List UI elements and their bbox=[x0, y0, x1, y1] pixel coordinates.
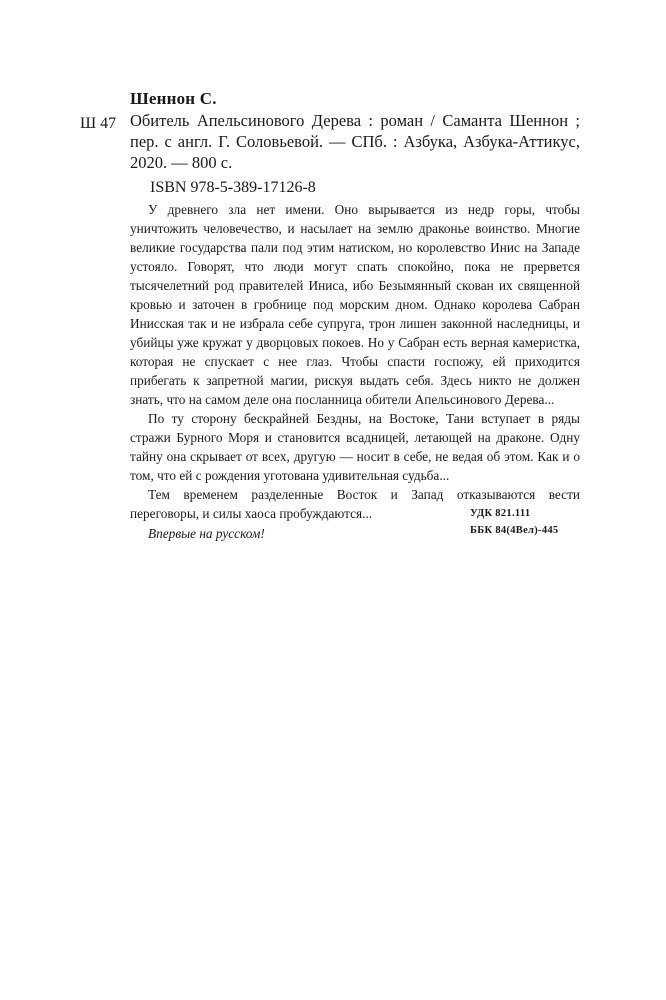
annotation-paragraph: По ту сторону бескрайней Бездны, на Востоке, Тани вступает в ряды стражи Бурного Моря и становится всадницей, летающей на драконе. Одну тайну она скрывает от всех, другую — носит в себе, не ведая об этом. Как и о том, что ей с рождения уготована удивительная судьба... bbox=[130, 411, 580, 483]
author-heading: Шеннон С. bbox=[130, 89, 217, 108]
bibliographic-description bbox=[130, 110, 580, 173]
bbk-code: ББК 84(4Вел)-445 bbox=[470, 525, 559, 536]
annotation-paragraph: У древнего зла нет имени. Оно вырывается из недр горы, чтобы уничтожить человечество, и насылает на землю драконье воинство. Многие великие государства пали под этим натиском, но королевство Инис на Западе устояло. Говорят, что люди могут спать спокойно, пока не прервется тысячелетний род правителей Иниса, ибо Безымянный скован их священной кровью и заточен в гробнице под морским дном. Однако королева Сабран Иниcская так и не избрала себе супруга, трон лишен законной наследницы, и убийцы уже кружат у дворцовых покоев. Но у Сабран есть верная камеристка, которая не спускает с нее глаз. Чтобы спасти госпожу, ей приходится прибегать к запретной магии, рискуя выдать себя. Здесь никто не должен знать, что на самом деле она посланница обители Апельсинового Дерева... bbox=[130, 202, 580, 407]
isbn: ISBN 978-5-389-17126-8 bbox=[150, 179, 316, 196]
annotation-paragraph: Тем временем разделенные Восток и Запад отказываются вести переговоры, и силы хаоса пробуждаются... bbox=[130, 487, 580, 521]
bibliographic-description-text: Обитель Апельсинового Дерева : роман / Саманта Шеннон ; пер. с англ. Г. Соловьевой. — СПб. : Азбука, Азбука-Аттикус, 2020. — 800 с. bbox=[130, 111, 580, 172]
annotation bbox=[130, 200, 580, 543]
udk-code: УДК 821.111 bbox=[470, 508, 531, 519]
author-index-code: Ш 47 bbox=[80, 115, 117, 132]
classification-codes bbox=[470, 505, 590, 539]
first-in-russian-note: Впервые на русском! bbox=[148, 526, 265, 541]
